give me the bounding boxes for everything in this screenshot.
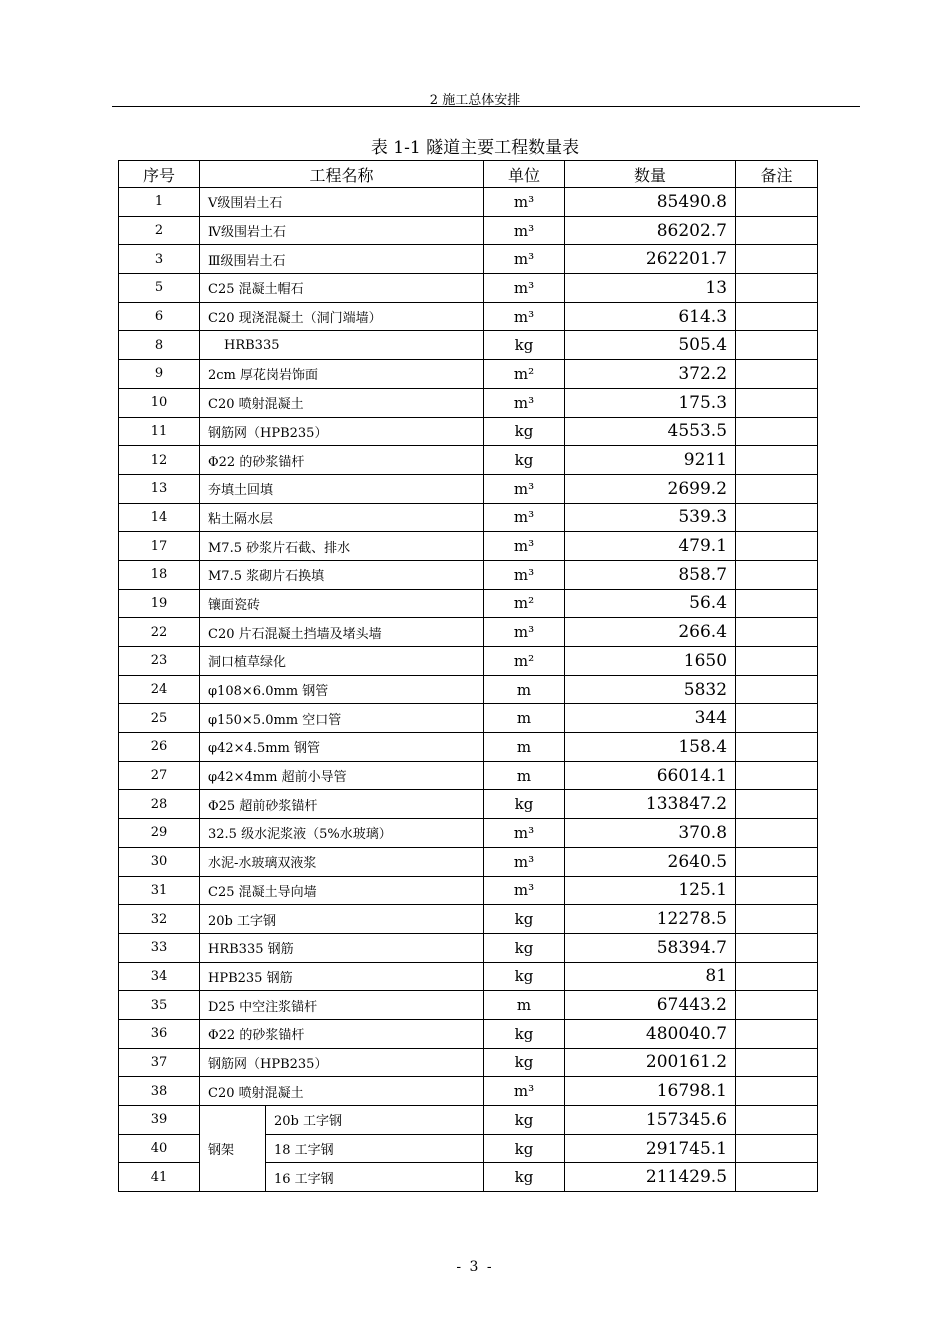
row-no: 27 <box>119 761 200 790</box>
row-qty: 2699.2 <box>565 474 736 503</box>
row-no: 17 <box>119 532 200 561</box>
row-remark <box>736 532 818 561</box>
row-unit: kg <box>484 905 565 934</box>
row-no: 13 <box>119 474 200 503</box>
row-remark <box>736 188 818 217</box>
table-row <box>119 962 818 991</box>
row-unit: m² <box>484 589 565 618</box>
row-name: C20 片石混凝土挡墙及堵头墙 <box>200 618 484 647</box>
row-qty: 85490.8 <box>565 188 736 217</box>
row-qty: 158.4 <box>565 733 736 762</box>
row-no: 22 <box>119 618 200 647</box>
group-label: 钢架 <box>200 1106 266 1192</box>
row-name: Ⅴ级围岩土石 <box>200 188 484 217</box>
row-unit: m <box>484 675 565 704</box>
header-name: 工程名称 <box>200 161 484 188</box>
row-name: 18 工字钢 <box>266 1134 484 1163</box>
row-qty: 5832 <box>565 675 736 704</box>
table-row <box>119 1048 818 1077</box>
row-no: 39 <box>119 1106 200 1135</box>
row-no: 29 <box>119 819 200 848</box>
row-remark <box>736 245 818 274</box>
row-name: 水泥-水玻璃双液浆 <box>200 847 484 876</box>
row-remark <box>736 503 818 532</box>
row-unit: m <box>484 704 565 733</box>
row-remark <box>736 1106 818 1135</box>
row-remark <box>736 1163 818 1192</box>
row-qty: 175.3 <box>565 388 736 417</box>
row-remark <box>736 733 818 762</box>
row-no: 3 <box>119 245 200 274</box>
table-row <box>119 704 818 733</box>
row-unit: m³ <box>484 503 565 532</box>
table-row <box>119 819 818 848</box>
table-row <box>119 733 818 762</box>
table-header-row <box>119 161 818 188</box>
row-unit: kg <box>484 962 565 991</box>
row-name: C20 现浇混凝土（洞门端墙） <box>200 302 484 331</box>
row-name: C25 混凝土帽石 <box>200 274 484 303</box>
row-qty: 86202.7 <box>565 216 736 245</box>
row-no: 9 <box>119 360 200 389</box>
table-row <box>119 245 818 274</box>
table-row <box>119 216 818 245</box>
row-qty: 157345.6 <box>565 1106 736 1135</box>
row-unit: m² <box>484 360 565 389</box>
row-name: Ⅲ级围岩土石 <box>200 245 484 274</box>
row-unit: m³ <box>484 388 565 417</box>
row-unit: kg <box>484 1019 565 1048</box>
row-qty: 614.3 <box>565 302 736 331</box>
row-qty: 16798.1 <box>565 1077 736 1106</box>
table-row <box>119 876 818 905</box>
row-remark <box>736 302 818 331</box>
table-row <box>119 1106 818 1135</box>
row-no: 24 <box>119 675 200 704</box>
quantity-table <box>118 160 818 1192</box>
table-row <box>119 388 818 417</box>
table-row <box>119 417 818 446</box>
row-no: 25 <box>119 704 200 733</box>
row-name: 32.5 级水泥浆液（5%水玻璃） <box>200 819 484 848</box>
row-unit: kg <box>484 933 565 962</box>
row-name: C25 混凝土导向墙 <box>200 876 484 905</box>
row-name: Ⅳ级围岩土石 <box>200 216 484 245</box>
row-name: M7.5 砂浆片石截、排水 <box>200 532 484 561</box>
row-no: 8 <box>119 331 200 360</box>
table-row <box>119 1077 818 1106</box>
row-remark <box>736 589 818 618</box>
row-unit: kg <box>484 331 565 360</box>
page-number: - 3 - <box>456 1259 494 1275</box>
row-remark <box>736 331 818 360</box>
row-name: HRB335 <box>200 331 484 360</box>
table-row <box>119 933 818 962</box>
table-row <box>119 647 818 676</box>
row-no: 10 <box>119 388 200 417</box>
row-no: 38 <box>119 1077 200 1106</box>
table-row <box>119 331 818 360</box>
row-unit: m³ <box>484 302 565 331</box>
row-qty: 372.2 <box>565 360 736 389</box>
row-no: 30 <box>119 847 200 876</box>
row-no: 26 <box>119 733 200 762</box>
table-row <box>119 302 818 331</box>
row-qty: 66014.1 <box>565 761 736 790</box>
row-unit: kg <box>484 446 565 475</box>
row-name: 20b 工字钢 <box>266 1106 484 1135</box>
row-qty: 480040.7 <box>565 1019 736 1048</box>
row-no: 41 <box>119 1163 200 1192</box>
row-unit: m³ <box>484 560 565 589</box>
row-remark <box>736 819 818 848</box>
row-qty: 505.4 <box>565 331 736 360</box>
row-qty: 12278.5 <box>565 905 736 934</box>
running-header: 2 施工总体安排 <box>429 93 521 108</box>
header-rule <box>112 106 860 107</box>
row-name: D25 中空注浆锚杆 <box>200 991 484 1020</box>
row-no: 32 <box>119 905 200 934</box>
row-no: 18 <box>119 560 200 589</box>
row-no: 34 <box>119 962 200 991</box>
row-no: 40 <box>119 1134 200 1163</box>
table-row <box>119 589 818 618</box>
row-name: M7.5 浆砌片石换填 <box>200 560 484 589</box>
row-remark <box>736 360 818 389</box>
row-unit: m³ <box>484 876 565 905</box>
row-qty: 125.1 <box>565 876 736 905</box>
row-unit: m² <box>484 647 565 676</box>
row-name: Φ25 超前砂浆锚杆 <box>200 790 484 819</box>
row-name: HRB335 钢筋 <box>200 933 484 962</box>
row-no: 37 <box>119 1048 200 1077</box>
row-qty: 370.8 <box>565 819 736 848</box>
row-qty: 1650 <box>565 647 736 676</box>
row-remark <box>736 847 818 876</box>
row-no: 2 <box>119 216 200 245</box>
row-no: 19 <box>119 589 200 618</box>
row-qty: 479.1 <box>565 532 736 561</box>
row-qty: 9211 <box>565 446 736 475</box>
row-no: 12 <box>119 446 200 475</box>
row-name: 2cm 厚花岗岩饰面 <box>200 360 484 389</box>
table-row <box>119 675 818 704</box>
row-qty: 67443.2 <box>565 991 736 1020</box>
row-remark <box>736 1134 818 1163</box>
row-name: 16 工字钢 <box>266 1163 484 1192</box>
row-remark <box>736 1019 818 1048</box>
table-row <box>119 618 818 647</box>
row-remark <box>736 446 818 475</box>
row-remark <box>736 560 818 589</box>
row-no: 1 <box>119 188 200 217</box>
row-remark <box>736 790 818 819</box>
row-remark <box>736 388 818 417</box>
row-name: C20 喷射混凝土 <box>200 1077 484 1106</box>
row-remark <box>736 274 818 303</box>
row-qty: 344 <box>565 704 736 733</box>
row-unit: m³ <box>484 819 565 848</box>
row-remark <box>736 647 818 676</box>
row-name: Φ22 的砂浆锚杆 <box>200 446 484 475</box>
header-qty: 数量 <box>565 161 736 188</box>
table-row <box>119 188 818 217</box>
row-remark <box>736 1077 818 1106</box>
table-title: 表 1-1 隧道主要工程数量表 <box>370 138 580 158</box>
row-remark <box>736 474 818 503</box>
row-name: 钢筋网（HPB235） <box>200 1048 484 1077</box>
table-row <box>119 503 818 532</box>
row-name: HPB235 钢筋 <box>200 962 484 991</box>
row-qty: 266.4 <box>565 618 736 647</box>
row-unit: kg <box>484 1134 565 1163</box>
row-name: φ150×5.0mm 空口管 <box>200 704 484 733</box>
row-qty: 539.3 <box>565 503 736 532</box>
row-remark <box>736 991 818 1020</box>
row-remark <box>736 876 818 905</box>
row-qty: 4553.5 <box>565 417 736 446</box>
row-qty: 56.4 <box>565 589 736 618</box>
row-unit: m³ <box>484 847 565 876</box>
table-row <box>119 790 818 819</box>
row-unit: m <box>484 991 565 1020</box>
table-row <box>119 905 818 934</box>
row-qty: 858.7 <box>565 560 736 589</box>
row-no: 6 <box>119 302 200 331</box>
row-qty: 200161.2 <box>565 1048 736 1077</box>
row-unit: kg <box>484 417 565 446</box>
row-remark <box>736 216 818 245</box>
row-name: φ108×6.0mm 钢管 <box>200 675 484 704</box>
row-unit: m³ <box>484 1077 565 1106</box>
row-remark <box>736 675 818 704</box>
row-no: 31 <box>119 876 200 905</box>
row-unit: m <box>484 761 565 790</box>
row-unit: kg <box>484 790 565 819</box>
header-unit: 单位 <box>484 161 565 188</box>
row-name: 夯填土回填 <box>200 474 484 503</box>
row-name: 洞口植草绿化 <box>200 647 484 676</box>
row-name: C20 喷射混凝土 <box>200 388 484 417</box>
header-remark: 备注 <box>736 161 818 188</box>
row-remark <box>736 933 818 962</box>
row-qty: 262201.7 <box>565 245 736 274</box>
row-unit: m³ <box>484 618 565 647</box>
row-unit: kg <box>484 1163 565 1192</box>
row-name: 镶面瓷砖 <box>200 589 484 618</box>
row-qty: 133847.2 <box>565 790 736 819</box>
row-unit: m³ <box>484 274 565 303</box>
row-remark <box>736 905 818 934</box>
table-row <box>119 474 818 503</box>
row-remark <box>736 1048 818 1077</box>
row-name: φ42×4.5mm 钢管 <box>200 733 484 762</box>
table-row <box>119 847 818 876</box>
row-no: 35 <box>119 991 200 1020</box>
table-row <box>119 1019 818 1048</box>
row-no: 14 <box>119 503 200 532</box>
row-qty: 211429.5 <box>565 1163 736 1192</box>
row-unit: m³ <box>484 474 565 503</box>
row-unit: kg <box>484 1106 565 1135</box>
header-no: 序号 <box>119 161 200 188</box>
row-no: 33 <box>119 933 200 962</box>
row-no: 23 <box>119 647 200 676</box>
table-row <box>119 761 818 790</box>
row-qty: 58394.7 <box>565 933 736 962</box>
row-name: 20b 工字钢 <box>200 905 484 934</box>
row-name: 钢筋网（HPB235） <box>200 417 484 446</box>
row-unit: m³ <box>484 216 565 245</box>
table-row <box>119 446 818 475</box>
table-row <box>119 991 818 1020</box>
row-unit: kg <box>484 1048 565 1077</box>
row-remark <box>736 417 818 446</box>
table-row <box>119 560 818 589</box>
table-row <box>119 274 818 303</box>
row-unit: m <box>484 733 565 762</box>
row-qty: 2640.5 <box>565 847 736 876</box>
row-name: Φ22 的砂浆锚杆 <box>200 1019 484 1048</box>
row-unit: m³ <box>484 245 565 274</box>
row-remark <box>736 761 818 790</box>
row-qty: 13 <box>565 274 736 303</box>
row-name: φ42×4mm 超前小导管 <box>200 761 484 790</box>
row-qty: 81 <box>565 962 736 991</box>
row-unit: m³ <box>484 532 565 561</box>
table-row <box>119 360 818 389</box>
row-name: 粘土隔水层 <box>200 503 484 532</box>
row-remark <box>736 962 818 991</box>
row-no: 5 <box>119 274 200 303</box>
row-no: 28 <box>119 790 200 819</box>
row-no: 36 <box>119 1019 200 1048</box>
row-qty: 291745.1 <box>565 1134 736 1163</box>
row-remark <box>736 618 818 647</box>
row-unit: m³ <box>484 188 565 217</box>
table-row <box>119 532 818 561</box>
row-remark <box>736 704 818 733</box>
row-no: 11 <box>119 417 200 446</box>
